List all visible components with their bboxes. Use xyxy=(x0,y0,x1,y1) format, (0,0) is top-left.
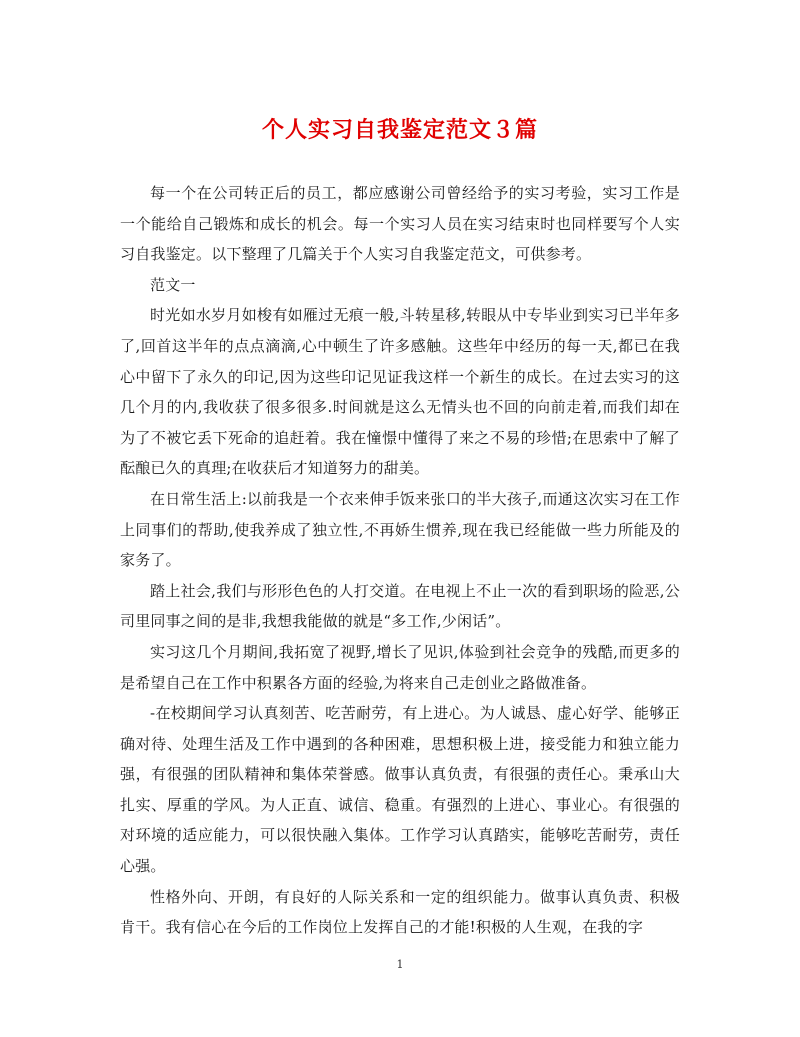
paragraph: 踏上社会,我们与形形色色的人打交道。在电视上不止一次的看到职场的险恶,公司里同事之间的是非,我想我能做的就是“多工作,少闲话”。 xyxy=(120,581,680,631)
paragraph-section-heading: 范文一 xyxy=(150,275,196,294)
document-body xyxy=(120,178,680,943)
paragraph-intro: 每一个在公司转正后的员工，都应感谢公司曾经给予的实习考验，实习工作是一个能给自己锻炼和成长的机会。每一个实习人员在实习结束时也同样要写个人实习自我鉴定。以下整理了几篇关于个人实习自我鉴定范文，可供参考。 xyxy=(120,184,680,264)
paragraph: 性格外向、开朗，有良好的人际关系和一定的组织能力。做事认真负责、积极肯干。我有信心在今后的工作岗位上发挥自己的才能!积极的人生观，在我的字 xyxy=(120,887,680,937)
paragraph: -在校期间学习认真刻苦、吃苦耐劳，有上进心。为人诚恳、虚心好学、能够正确对待、处理生活及工作中遇到的各种困难，思想积极上进，接受能力和独立能力强，有很强的团队精神和集体荣誉感。做事认真负责，有很强的责任心。秉承山大扎实、厚重的学风。为人正直、诚信、稳重。有强烈的上进心、事业心。有很强的对环境的适应能力，可以很快融入集体。工作学习认真踏实，能够吃苦耐劳，责任心强。 xyxy=(120,704,680,876)
paragraph: 在日常生活上:以前我是一个衣来伸手饭来张口的半大孩子,而通这次实习在工作上同事们的帮助,使我养成了独立性,不再娇生惯养,现在我已经能做一些力所能及的家务了。 xyxy=(120,489,680,570)
document-title: 个人实习自我鉴定范文３篇 xyxy=(261,117,538,143)
paragraph: 实习这几个月期间,我拓宽了视野,增长了见识,体验到社会竞争的残酷,而更多的是希望自己在工作中积累各方面的经验,为将来自己走创业之路做准备。 xyxy=(120,642,680,692)
page-number: 1 xyxy=(396,958,404,971)
paragraph: 时光如水岁月如梭有如雁过无痕一般,斗转星移,转眼从中专毕业到实习已半年多了,回首这半年的点点滴滴,心中顿生了许多感触。这些年中经历的每一天,都已在我心中留下了永久的印记,因为这些印记见证我这样一个新生的成长。在过去实习的这几个月的内,我收获了很多很多.时间就是这么无情头也不回的向前走着,而我们却在为了不被它丢下死命的追赶着。我在憧憬中懂得了来之不易的珍惜;在思索中了解了酝酿已久的真理;在收获后才知道努力的甜美。 xyxy=(120,306,680,478)
